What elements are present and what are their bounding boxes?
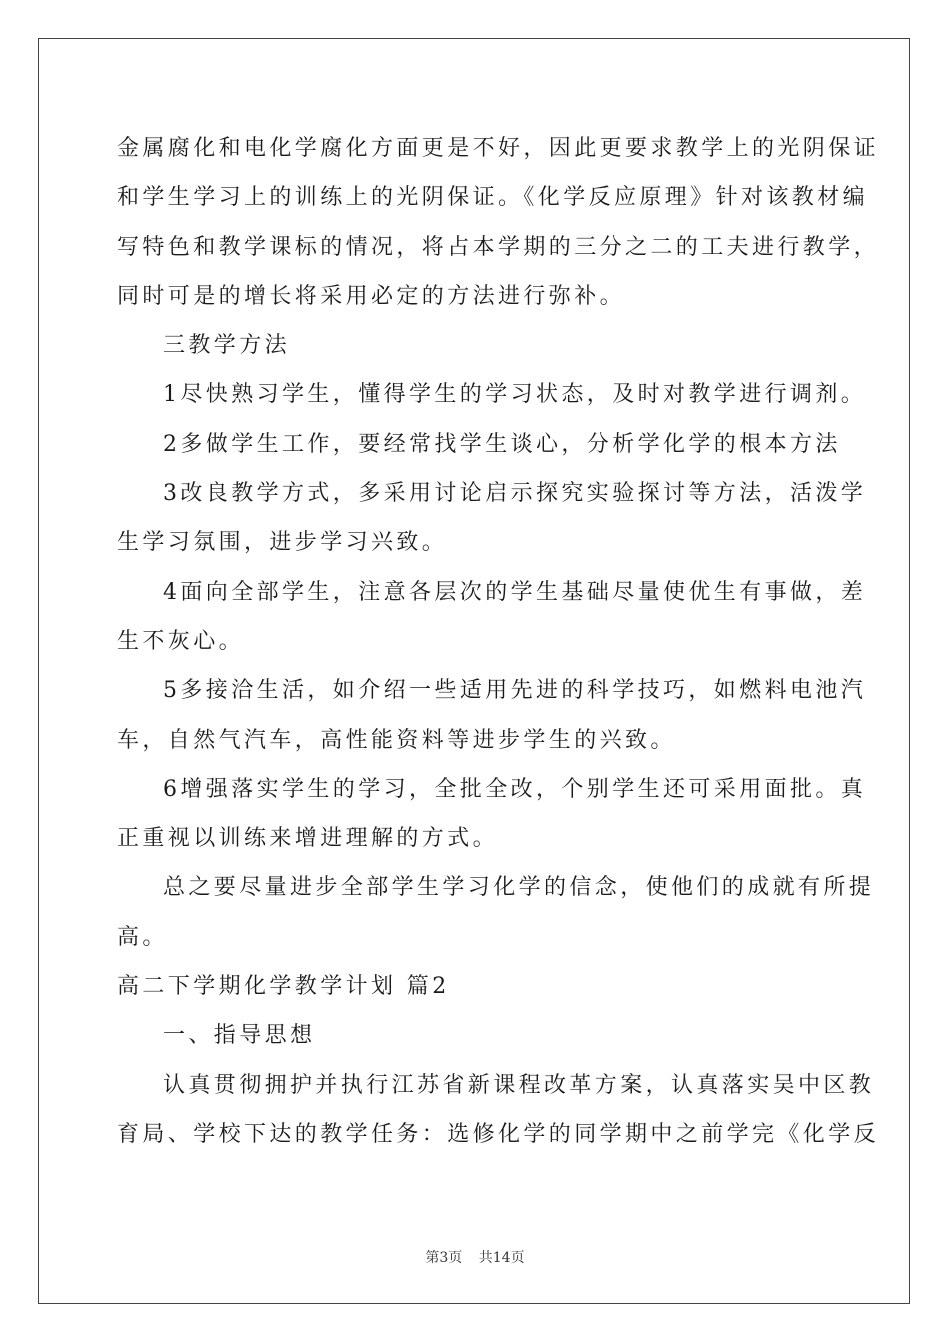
page-total: 共14页 bbox=[478, 1250, 525, 1266]
text-line-12: 5多接洽生活，如介绍一些适用先进的科学技巧，如燃料电池汽 bbox=[163, 678, 867, 704]
document-body bbox=[117, 124, 880, 1159]
text-line-16: 总之要尽量进步全部学生学习化学的信念，使他们的成就有所提 bbox=[163, 875, 875, 901]
text-line-7: 2多做学生工作，要经常找学生谈心，分析学化学的根本方法 bbox=[163, 431, 841, 457]
text-line-2: 和学生学习上的训练上的光阴保证。《化学反应原理》针对该教材编 bbox=[117, 185, 869, 211]
article-title-part-2: 高二下学期化学教学计划 篇2 bbox=[117, 974, 450, 1000]
text-line-6: 1尽快熟习学生，懂得学生的学习状态，及时对教学进行调剂。 bbox=[163, 382, 867, 408]
section-heading-guiding-ideas: 一、指导思想 bbox=[163, 1023, 316, 1049]
text-line-20: 认真贯彻拥护并执行江苏省新课程改革方案，认真落实吴中区教 bbox=[163, 1072, 875, 1098]
text-line-9: 生学习氛围，进步学习兴致。 bbox=[117, 530, 448, 556]
page-footer bbox=[0, 1247, 950, 1267]
text-line-14: 6增强落实学生的学习，全批全改，个别学生还可采用面批。真 bbox=[163, 776, 867, 802]
text-line-10: 4面向全部学生，注意各层次的学生基础尽量使优生有事做，差 bbox=[163, 579, 867, 605]
text-line-15: 正重视以训练来增进理解的方式。 bbox=[117, 826, 499, 852]
text-line-21: 育局、学校下达的教学任务：选修化学的同学期中之前学完《化学反 bbox=[117, 1121, 880, 1147]
text-line-8: 3改良教学方式，多采用讨论启示探究实验探讨等方法，活泼学 bbox=[163, 481, 867, 507]
text-line-11: 生不灰心。 bbox=[117, 628, 245, 654]
section-heading-teaching-methods: 三教学方法 bbox=[163, 333, 291, 359]
text-line-3: 写特色和教学课标的情况，将占本学期的三分之二的工夫进行教学， bbox=[117, 234, 880, 260]
text-line-4: 同时可是的增长将采用必定的方法进行弥补。 bbox=[117, 283, 626, 309]
text-line-17: 高。 bbox=[117, 924, 168, 950]
page-number: 第3页 bbox=[425, 1250, 463, 1266]
text-line-13: 车，自然气汽车，高性能资料等进步学生的兴致。 bbox=[117, 727, 676, 753]
text-line-1: 金属腐化和电化学腐化方面更是不好，因此更要求教学上的光阴保证 bbox=[117, 136, 880, 161]
